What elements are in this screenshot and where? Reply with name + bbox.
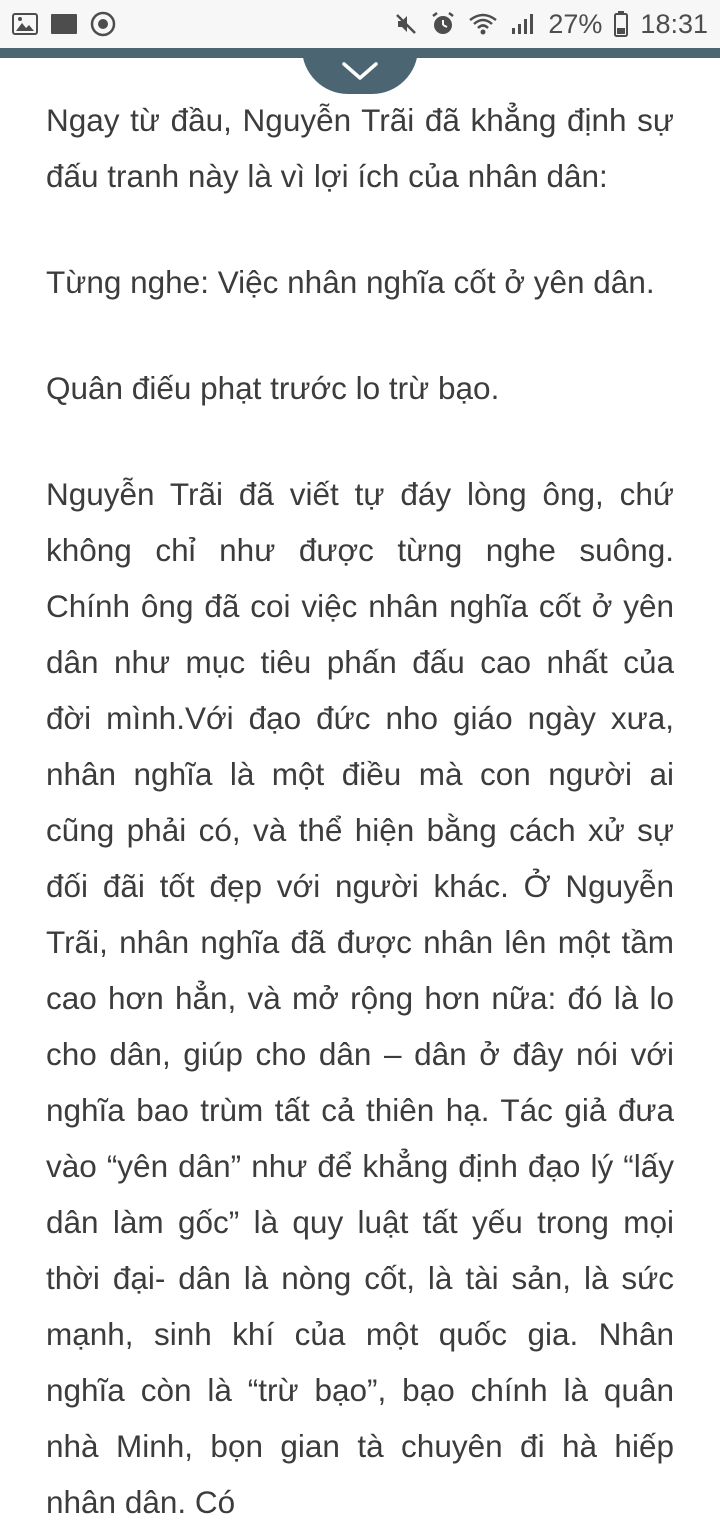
clock: 18:31 — [640, 8, 708, 39]
article-body — [46, 92, 674, 1530]
chevron-down-icon — [340, 60, 380, 82]
screen-icon — [50, 13, 78, 35]
mute-icon — [394, 12, 418, 36]
cast-icon — [90, 11, 116, 37]
status-left-icons — [12, 11, 116, 37]
expand-toolbar-button[interactable] — [302, 48, 418, 94]
battery-icon — [614, 11, 628, 37]
gallery-icon — [12, 13, 38, 35]
alarm-icon — [430, 11, 456, 37]
paragraph-verse-1: Từng nghe: Việc nhân nghĩa cốt ở yên dân. — [46, 264, 655, 300]
status-right-icons — [394, 9, 708, 40]
paragraph-analysis: Nguyễn Trãi đã viết tự đáy lòng ông, chứ không chỉ như được từng nghe suông. Chính ông đã coi việc nhân nghĩa cốt ở yên dân như mục tiêu phấn đấu cao nhất của đời mình.Với đạo đức nho giáo ngày xưa, nhân nghĩa là một điều mà con người ai cũng phải có, và thể hiện bằng cách xử sự đối đãi tốt đẹp với người khác. Ở Nguyễn Trãi, nhân nghĩa đã được nhân lên một tầm cao hơn hẳn, và mở rộng hơn nữa: đó là lo cho dân, giúp cho dân – dân ở đây nói với nghĩa bao trùm tất cả thiên hạ. Tác giả đưa vào “yên dân” như để khẳng định đạo lý “lấy dân làm gốc” là quy luật tất yếu trong mọi thời đại- dân là nòng cốt, là tài sản, là sức mạnh, sinh khí của một quốc gia. Nhân nghĩa còn là “trừ bạo”, bạo chính là quân nhà Minh, bọn gian tà chuyên đi hà hiếp nhân dân. Có — [46, 476, 674, 1520]
paragraph-verse-2: Quân điếu phạt trước lo trừ bạo. — [46, 370, 500, 406]
battery-percent: 27% — [548, 8, 603, 39]
status-bar — [0, 0, 720, 48]
paragraph-intro: Ngay từ đầu, Nguyễn Trãi đã khẳng định sự đấu tranh này là vì lợi ích của nhân dân: — [46, 102, 674, 194]
wifi-icon — [468, 12, 498, 36]
signal-icon — [510, 12, 536, 36]
